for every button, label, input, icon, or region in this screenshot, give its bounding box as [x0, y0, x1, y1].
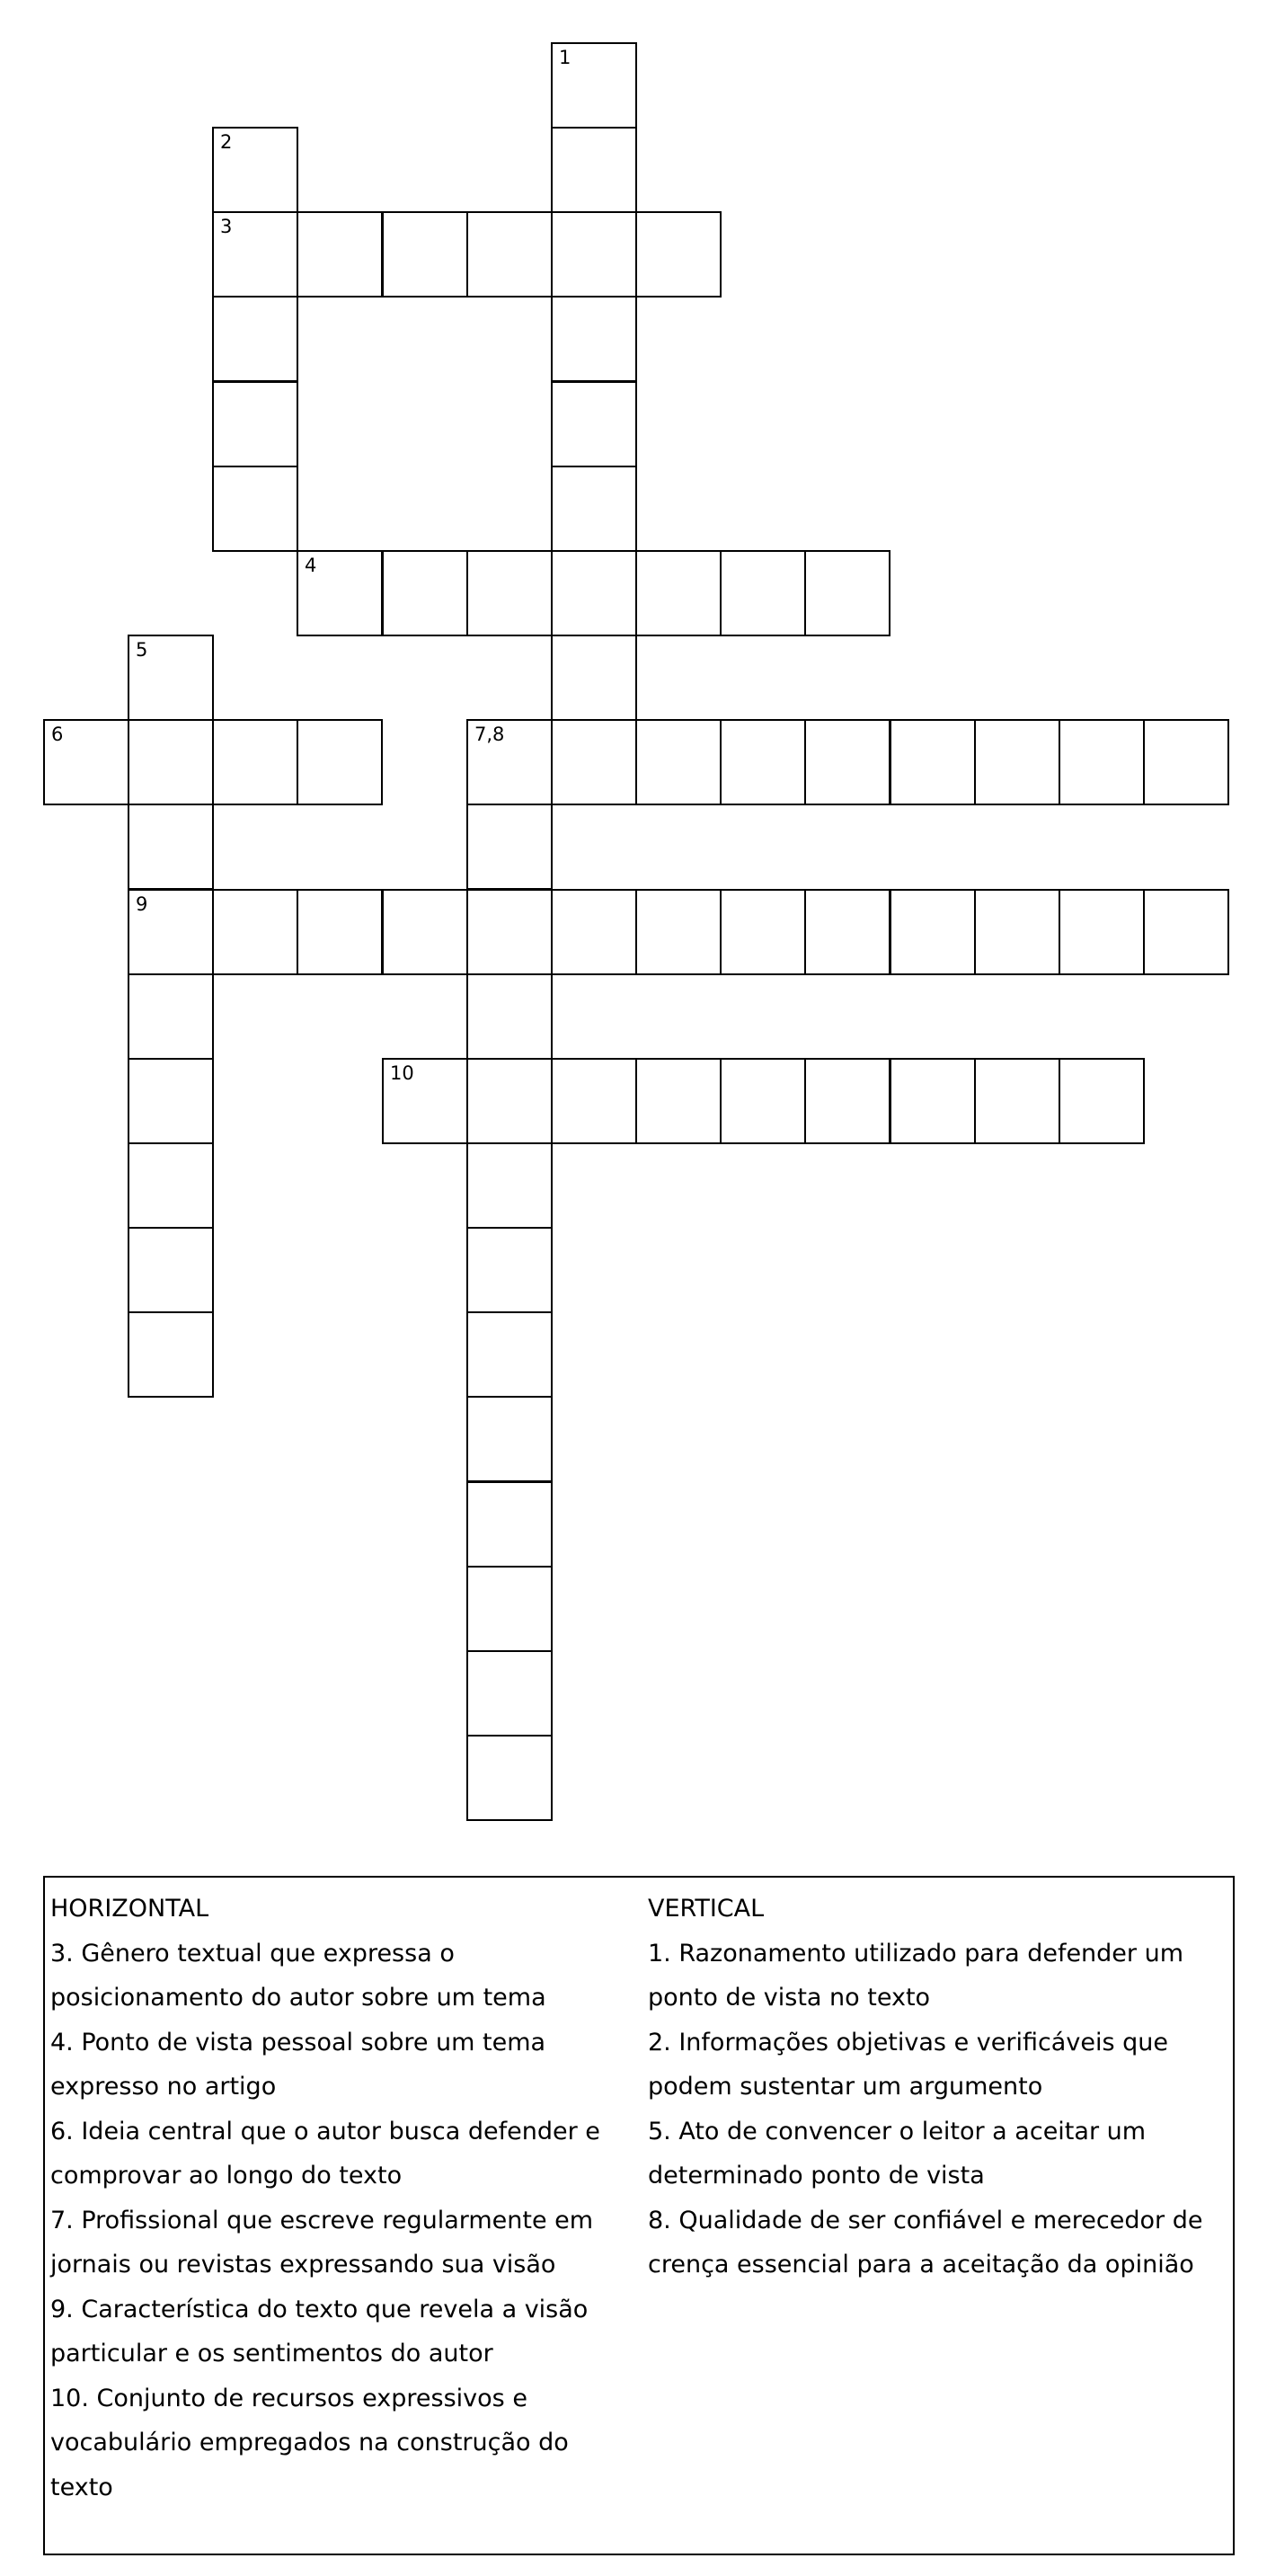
letter-input[interactable]: [384, 552, 466, 635]
letter-input[interactable]: [384, 1060, 466, 1142]
letter-input[interactable]: [468, 213, 551, 296]
grid-cell[interactable]: [212, 719, 298, 805]
letter-input[interactable]: [806, 552, 889, 635]
letter-input[interactable]: [468, 1144, 551, 1227]
vertical-clues: [648, 1887, 1223, 2287]
letter-input[interactable]: [214, 891, 297, 973]
grid-cell[interactable]: [1059, 889, 1145, 975]
letter-input[interactable]: [129, 636, 212, 719]
grid-cell[interactable]: [635, 211, 722, 298]
letter-input[interactable]: [298, 721, 381, 804]
grid-cell[interactable]: [128, 804, 214, 890]
letter-input[interactable]: [722, 891, 804, 973]
grid-cell[interactable]: [128, 1227, 214, 1313]
clue-vertical-5: 5. Ato de convencer o leitor a aceitar um determinado ponto de vista: [648, 2117, 1147, 2190]
clue-horizontal-10: 10. Conjunto de recursos expressivos e vocabulário empregados na construção do texto: [50, 2384, 569, 2501]
grid-cell[interactable]: [804, 1058, 890, 1144]
grid-cell[interactable]: [212, 127, 298, 213]
clue-number: 7,8: [474, 724, 505, 745]
letter-input[interactable]: [553, 891, 635, 973]
clue-number: 1: [559, 47, 571, 68]
clue-horizontal-9: 9. Característica do texto que revela a visão particular e os sentimentos do autor: [50, 2295, 589, 2367]
letter-input[interactable]: [468, 1483, 551, 1566]
letter-input[interactable]: [806, 891, 889, 973]
letter-input[interactable]: [722, 721, 804, 804]
horizontal-heading: HORIZONTAL: [50, 1895, 209, 1923]
grid-cell[interactable]: [804, 550, 890, 636]
letter-input[interactable]: [468, 1652, 551, 1735]
letter-input[interactable]: [129, 1144, 212, 1227]
letter-input[interactable]: [1060, 891, 1143, 973]
grid-cell[interactable]: [551, 635, 637, 721]
grid-cell[interactable]: [466, 1481, 553, 1568]
letter-input[interactable]: [637, 552, 720, 635]
letter-input[interactable]: [553, 298, 635, 380]
grid-cell[interactable]: [382, 211, 468, 298]
grid-cell[interactable]: [212, 466, 298, 552]
letter-input[interactable]: [129, 975, 212, 1058]
grid-cell[interactable]: [128, 1311, 214, 1398]
letter-input[interactable]: [976, 891, 1059, 973]
letter-input[interactable]: [468, 552, 551, 635]
grid-cell[interactable]: [804, 719, 890, 805]
grid-cell[interactable]: [551, 211, 637, 298]
letter-input[interactable]: [1060, 721, 1143, 804]
grid-cell[interactable]: [804, 889, 890, 975]
grid-cell[interactable]: [297, 719, 383, 805]
letter-input[interactable]: [976, 721, 1059, 804]
letter-input[interactable]: [129, 1229, 212, 1311]
letter-input[interactable]: [468, 1737, 551, 1819]
letter-input[interactable]: [553, 383, 635, 466]
grid-cell[interactable]: [551, 1058, 637, 1144]
grid-cell[interactable]: [297, 550, 383, 636]
clue-number: 5: [136, 639, 148, 661]
grid-cell[interactable]: [890, 1058, 976, 1144]
letter-input[interactable]: [553, 636, 635, 719]
grid-cell[interactable]: [466, 719, 553, 805]
letter-input[interactable]: [553, 467, 635, 550]
grid-cell[interactable]: [551, 42, 637, 129]
letter-input[interactable]: [553, 213, 635, 296]
letter-input[interactable]: [468, 721, 551, 804]
grid-cell[interactable]: [466, 804, 553, 890]
grid-cell[interactable]: [974, 889, 1060, 975]
grid-cell[interactable]: [720, 719, 806, 805]
grid-cell[interactable]: [466, 973, 553, 1060]
clue-number: 3: [220, 216, 233, 237]
grid-cell[interactable]: [43, 719, 129, 805]
grid-cell[interactable]: [635, 1058, 722, 1144]
grid-cell[interactable]: [382, 1058, 468, 1144]
letter-input[interactable]: [806, 1060, 889, 1142]
clue-vertical-1: 1. Razonamento utilizado para defender um ponto de vista no texto: [648, 1939, 1184, 2012]
grid-cell[interactable]: [1143, 719, 1229, 805]
grid-cell[interactable]: [720, 889, 806, 975]
grid-cell[interactable]: [974, 719, 1060, 805]
clue-vertical-8: 8. Qualidade de ser confiável e merecedor de crença essencial para a aceitação da opinião: [648, 2206, 1203, 2278]
clue-horizontal-4: 4. Ponto de vista pessoal sobre um tema expresso no artigo: [50, 2028, 546, 2101]
clue-horizontal-6: 6. Ideia central que o autor busca defender e comprovar ao longo do texto: [50, 2117, 600, 2190]
letter-input[interactable]: [468, 1398, 551, 1480]
grid-cell[interactable]: [382, 550, 468, 636]
letter-input[interactable]: [384, 891, 466, 973]
grid-cell[interactable]: [212, 211, 298, 298]
letter-input[interactable]: [891, 891, 974, 973]
letter-input[interactable]: [637, 721, 720, 804]
grid-cell[interactable]: [212, 889, 298, 975]
grid-cell[interactable]: [128, 719, 214, 805]
letter-input[interactable]: [468, 805, 551, 888]
grid-cell[interactable]: [466, 1311, 553, 1398]
grid-cell[interactable]: [128, 973, 214, 1060]
clue-number: 9: [136, 893, 148, 915]
letter-input[interactable]: [553, 129, 635, 211]
grid-cell[interactable]: [297, 211, 383, 298]
letter-input[interactable]: [468, 1568, 551, 1650]
grid-cell[interactable]: [551, 381, 637, 467]
vertical-heading: VERTICAL: [648, 1895, 765, 1923]
grid-cell[interactable]: [382, 889, 468, 975]
grid-cell[interactable]: [466, 1396, 553, 1482]
letter-input[interactable]: [129, 721, 212, 804]
clue-vertical-2: 2. Informações objetivas e verificáveis que podem sustentar um argumento: [648, 2028, 1168, 2101]
letter-input[interactable]: [722, 1060, 804, 1142]
letter-input[interactable]: [553, 552, 635, 635]
grid-cell[interactable]: [466, 1566, 553, 1652]
letter-input[interactable]: [468, 975, 551, 1058]
letter-input[interactable]: [214, 721, 297, 804]
letter-input[interactable]: [384, 213, 466, 296]
letter-input[interactable]: [637, 1060, 720, 1142]
clue-number: 6: [51, 724, 64, 745]
letter-input[interactable]: [45, 721, 128, 804]
grid-cell[interactable]: [1059, 719, 1145, 805]
letter-input[interactable]: [553, 44, 635, 127]
letter-input[interactable]: [976, 1060, 1059, 1142]
grid-cell[interactable]: [1143, 889, 1229, 975]
letter-input[interactable]: [129, 1313, 212, 1396]
clue-horizontal-3: 3. Gênero textual que expressa o posicionamento do autor sobre um tema: [50, 1939, 546, 2012]
letter-input[interactable]: [298, 552, 381, 635]
letter-input[interactable]: [722, 552, 804, 635]
letter-input[interactable]: [214, 213, 297, 296]
grid-cell[interactable]: [720, 550, 806, 636]
grid-cell[interactable]: [128, 889, 214, 975]
letter-input[interactable]: [298, 891, 381, 973]
grid-cell[interactable]: [466, 1650, 553, 1737]
grid-cell[interactable]: [551, 127, 637, 213]
grid-cell[interactable]: [466, 1227, 553, 1313]
grid-cell[interactable]: [1059, 1058, 1145, 1144]
grid-cell[interactable]: [551, 296, 637, 382]
grid-cell[interactable]: [974, 1058, 1060, 1144]
grid-cell[interactable]: [297, 889, 383, 975]
clue-number: 2: [220, 131, 233, 153]
letter-input[interactable]: [468, 1313, 551, 1396]
grid-cell[interactable]: [635, 719, 722, 805]
grid-cell[interactable]: [466, 1735, 553, 1821]
grid-cell[interactable]: [466, 211, 553, 298]
grid-cell[interactable]: [212, 381, 298, 467]
grid-cell[interactable]: [551, 889, 637, 975]
grid-cell[interactable]: [212, 296, 298, 382]
grid-cell[interactable]: [890, 889, 976, 975]
letter-input[interactable]: [468, 1060, 551, 1142]
letter-input[interactable]: [806, 721, 889, 804]
letter-input[interactable]: [553, 721, 635, 804]
letter-input[interactable]: [553, 1060, 635, 1142]
grid-cell[interactable]: [635, 889, 722, 975]
grid-cell[interactable]: [890, 719, 976, 805]
letter-input[interactable]: [298, 213, 381, 296]
letter-input[interactable]: [1145, 891, 1227, 973]
letter-input[interactable]: [129, 1060, 212, 1142]
letter-input[interactable]: [1145, 721, 1227, 804]
grid-cell[interactable]: [466, 550, 553, 636]
clue-horizontal-7: 7. Profissional que escreve regularmente em jornais ou revistas expressando sua visão: [50, 2206, 594, 2278]
letter-input[interactable]: [129, 891, 212, 973]
clue-number: 10: [390, 1062, 414, 1084]
grid-cell[interactable]: [128, 635, 214, 721]
letter-input[interactable]: [214, 467, 297, 550]
clues-box: [43, 1876, 1235, 2555]
letter-input[interactable]: [891, 721, 974, 804]
letter-input[interactable]: [214, 383, 297, 466]
letter-input[interactable]: [468, 1229, 551, 1311]
clue-number: 4: [305, 555, 317, 576]
grid-cell[interactable]: [128, 1058, 214, 1144]
letter-input[interactable]: [468, 891, 551, 973]
grid-cell[interactable]: [720, 1058, 806, 1144]
letter-input[interactable]: [214, 298, 297, 380]
letter-input[interactable]: [637, 891, 720, 973]
horizontal-clues: [50, 1887, 625, 2509]
letter-input[interactable]: [637, 213, 720, 296]
letter-input[interactable]: [129, 805, 212, 888]
grid-cell[interactable]: [551, 550, 637, 636]
letter-input[interactable]: [891, 1060, 974, 1142]
grid-cell[interactable]: [551, 719, 637, 805]
grid-cell[interactable]: [466, 1142, 553, 1229]
letter-input[interactable]: [214, 129, 297, 211]
grid-cell[interactable]: [551, 466, 637, 552]
letter-input[interactable]: [1060, 1060, 1143, 1142]
grid-cell[interactable]: [635, 550, 722, 636]
grid-cell[interactable]: [466, 889, 553, 975]
grid-cell[interactable]: [128, 1142, 214, 1229]
grid-cell[interactable]: [466, 1058, 553, 1144]
